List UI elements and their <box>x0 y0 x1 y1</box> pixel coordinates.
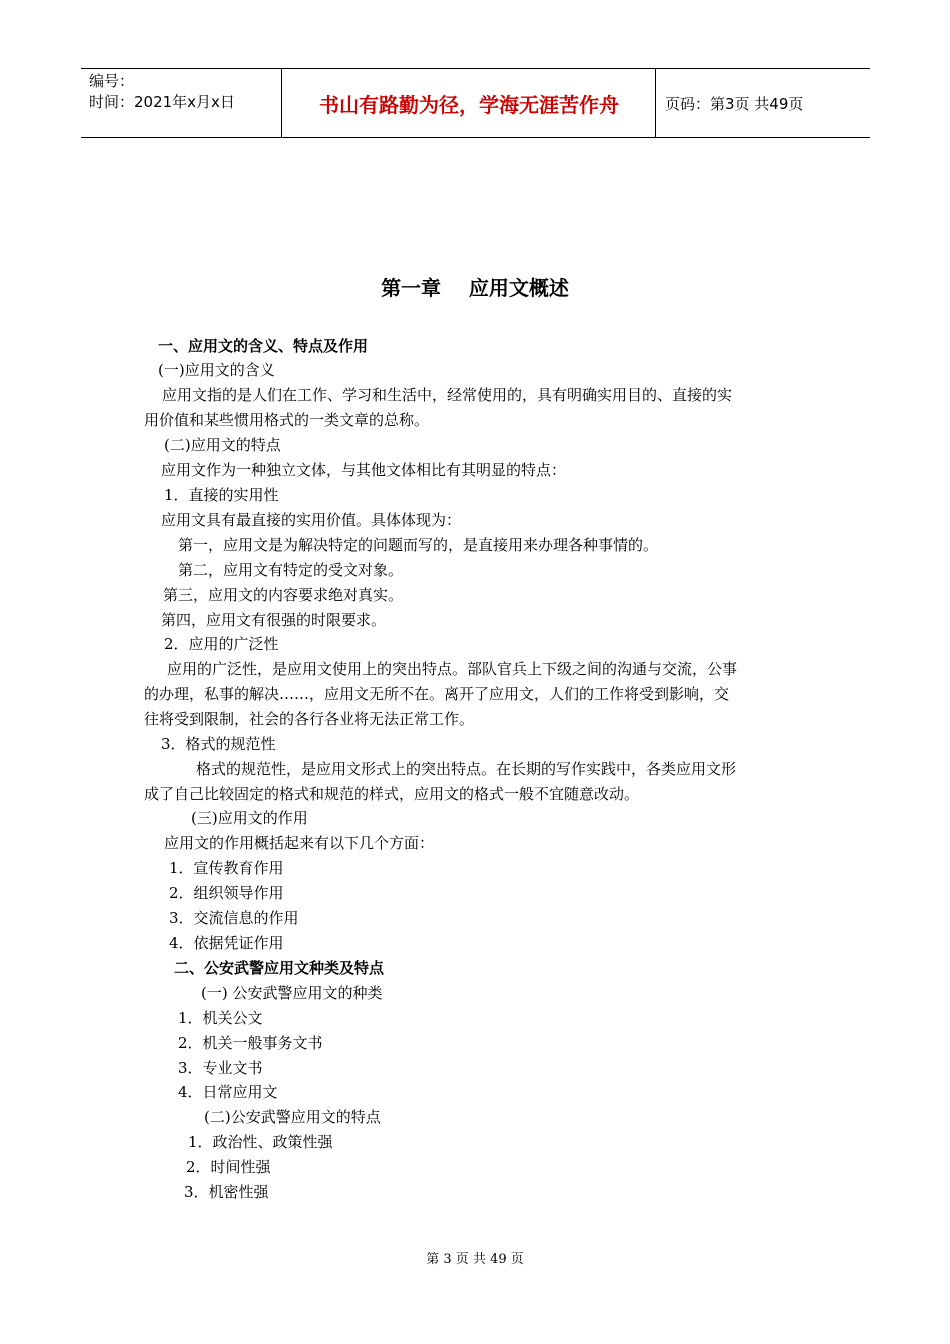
subsection-heading: (二)公安武警应用文的特点 <box>204 1108 381 1126</box>
header-divider <box>655 69 656 137</box>
list-item: 4．日常应用文 <box>178 1083 278 1101</box>
list-item: 1．宣传教育作用 <box>169 859 284 877</box>
paragraph-line: 的办理，私事的解决……，应用文无所不在。离开了应用文，人们的工作将受到影响，交 <box>144 685 730 703</box>
list-item: 1．直接的实用性 <box>164 486 279 504</box>
paragraph-line: 应用的广泛性，是应用文使用上的突出特点。部队官兵上下级之间的沟通与交流，公事 <box>167 660 738 678</box>
page-footer: 第 3 页 共 49 页 <box>426 1252 524 1267</box>
list-item: 3．专业文书 <box>178 1059 263 1077</box>
paragraph-line: 第四，应用文有很强的时限要求。 <box>161 611 387 629</box>
chapter-title: 第一章 应用文概述 <box>381 276 569 300</box>
paragraph-line: 格式的规范性，是应用文形式上的突出特点。在长期的写作实践中，各类应用文形 <box>196 760 737 778</box>
section-heading: 二、公安武警应用文种类及特点 <box>174 959 385 977</box>
list-item: 2．机关一般事务文书 <box>178 1034 323 1052</box>
list-item: 4．依据凭证作用 <box>169 934 284 952</box>
paragraph-line: 应用文具有最直接的实用价值。具体体现为： <box>161 511 462 529</box>
list-item: 2．时间性强 <box>186 1158 271 1176</box>
list-item: 3．机密性强 <box>184 1183 269 1201</box>
section-heading: 一、应用文的含义、特点及作用 <box>158 337 369 355</box>
paragraph-line: 应用文指的是人们在工作、学习和生活中，经常使用的，具有明确实用目的、直接的实 <box>162 386 733 404</box>
number-label: 编号： <box>89 72 135 90</box>
list-item: 2．应用的广泛性 <box>164 635 279 653</box>
paragraph-line: 第三，应用文的内容要求绝对真实。 <box>163 586 404 604</box>
paragraph-line: 第一，应用文是为解决特定的问题而写的，是直接用来办理各种事情的。 <box>178 536 659 554</box>
paragraph-line: 应用文的作用概括起来有以下几个方面： <box>164 834 435 852</box>
subsection-heading: (一) 公安武警应用文的种类 <box>201 984 383 1002</box>
subsection-heading: (一)应用文的含义 <box>158 361 275 379</box>
paragraph-line: 成了自己比较固定的格式和规范的样式，应用文的格式一般不宜随意改动。 <box>144 785 640 803</box>
list-item: 1．政治性、政策性强 <box>188 1133 333 1151</box>
header-meta <box>89 71 235 113</box>
list-item: 1．机关公文 <box>178 1009 263 1027</box>
subsection-heading: (二)应用文的特点 <box>164 436 281 454</box>
page-header <box>81 68 870 138</box>
header-page-info: 页码：第3页 共49页 <box>665 95 804 113</box>
subsection-heading: (三)应用文的作用 <box>191 809 308 827</box>
paragraph-line: 第二，应用文有特定的受文对象。 <box>178 561 404 579</box>
list-item: 3．格式的规范性 <box>161 735 276 753</box>
header-motto: 书山有路勤为径，学海无涯苦作舟 <box>319 93 619 117</box>
date-label: 时间：2021年x月x日 <box>89 93 235 111</box>
paragraph-line: 往将受到限制，社会的各行各业将无法正常工作。 <box>144 710 475 728</box>
paragraph-line: 用价值和某些惯用格式的一类文章的总称。 <box>144 411 430 429</box>
paragraph-line: 应用文作为一种独立文体，与其他文体相比有其明显的特点： <box>161 461 567 479</box>
list-item: 3．交流信息的作用 <box>169 909 299 927</box>
header-divider <box>281 69 282 137</box>
list-item: 2．组织领导作用 <box>169 884 284 902</box>
